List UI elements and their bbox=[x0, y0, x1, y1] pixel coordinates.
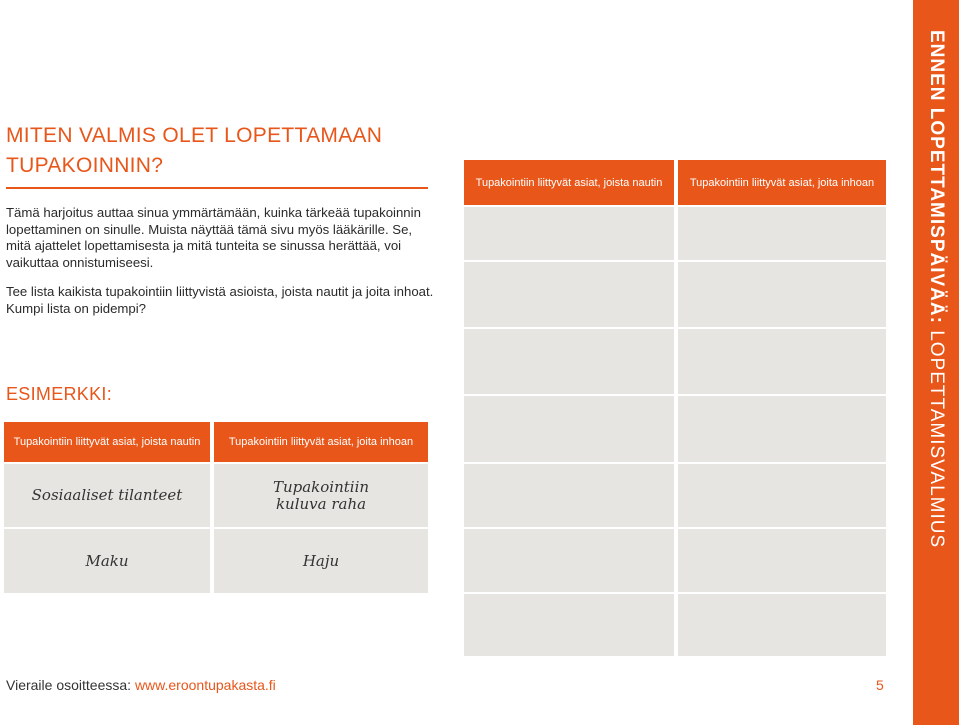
example-entry: Sosiaaliset tilanteet bbox=[31, 486, 183, 504]
worksheet-cell[interactable] bbox=[464, 329, 674, 394]
example-header-enjoy: Tupakointiin liittyvät asiat, joista nautin bbox=[4, 422, 210, 462]
footer bbox=[6, 677, 276, 693]
footer-prefix: Vieraile osoitteessa: bbox=[6, 677, 135, 693]
title-divider bbox=[6, 187, 428, 189]
worksheet-cell[interactable] bbox=[464, 529, 674, 592]
example-heading: ESIMERKKI: bbox=[6, 384, 113, 404]
example-entry: Maku bbox=[85, 551, 129, 570]
worksheet-cell[interactable] bbox=[464, 207, 674, 260]
page-title: MITEN VALMIS OLET LOPETTAMAAN TUPAKOINNIN? bbox=[6, 124, 383, 177]
example-cell bbox=[4, 529, 210, 593]
worksheet-cell[interactable] bbox=[678, 396, 886, 462]
section-label-bold: ENNEN LOPETTAMISPÄIVÄÄ: bbox=[926, 30, 947, 324]
example-entry: Tupakointiin kuluva raha bbox=[272, 477, 370, 513]
worksheet-cell[interactable] bbox=[678, 594, 886, 656]
example-entry: Haju bbox=[302, 551, 340, 570]
footer-link[interactable]: www.eroontupakasta.fi bbox=[134, 677, 276, 693]
worksheet-cell[interactable] bbox=[678, 464, 886, 527]
worksheet-cell[interactable] bbox=[678, 207, 886, 260]
section-label-normal: LOPETTAMISVALMIUS bbox=[926, 323, 947, 549]
worksheet-cell[interactable] bbox=[464, 262, 674, 327]
example-cell bbox=[214, 529, 428, 593]
section-label bbox=[925, 30, 947, 548]
page-number: 5 bbox=[876, 677, 884, 693]
example-cell bbox=[4, 464, 210, 527]
instructions-paragraph: Tee lista kaikista tupakointiin liittyvistä asioista, joista nautit ja joita inhoat. Kumpi lista on pidempi? bbox=[6, 284, 434, 316]
worksheet-header-dislike: Tupakointiin liittyvät asiat, joita inhoan bbox=[678, 160, 886, 205]
worksheet-cell[interactable] bbox=[464, 594, 674, 656]
worksheet-cell[interactable] bbox=[678, 329, 886, 394]
worksheet-cell[interactable] bbox=[678, 529, 886, 592]
worksheet-header-enjoy: Tupakointiin liittyvät asiat, joista nautin bbox=[464, 160, 674, 205]
example-cell bbox=[214, 464, 428, 527]
worksheet-cell[interactable] bbox=[464, 396, 674, 462]
worksheet-cell[interactable] bbox=[464, 464, 674, 527]
worksheet-cell[interactable] bbox=[678, 262, 886, 327]
intro-paragraph: Tämä harjoitus auttaa sinua ymmärtämään, kuinka tärkeää tupakoinnin lopettaminen on sinulle. Muista näyttää tämä sivu myös lääkärille. Se, mitä ajattelet lopettamisesta ja mitä tunteita se sinussa herättää, voi vaikuttaa onnistumiseesi. bbox=[6, 205, 421, 270]
example-header-dislike: Tupakointiin liittyvät asiat, joita inhoan bbox=[214, 422, 428, 462]
